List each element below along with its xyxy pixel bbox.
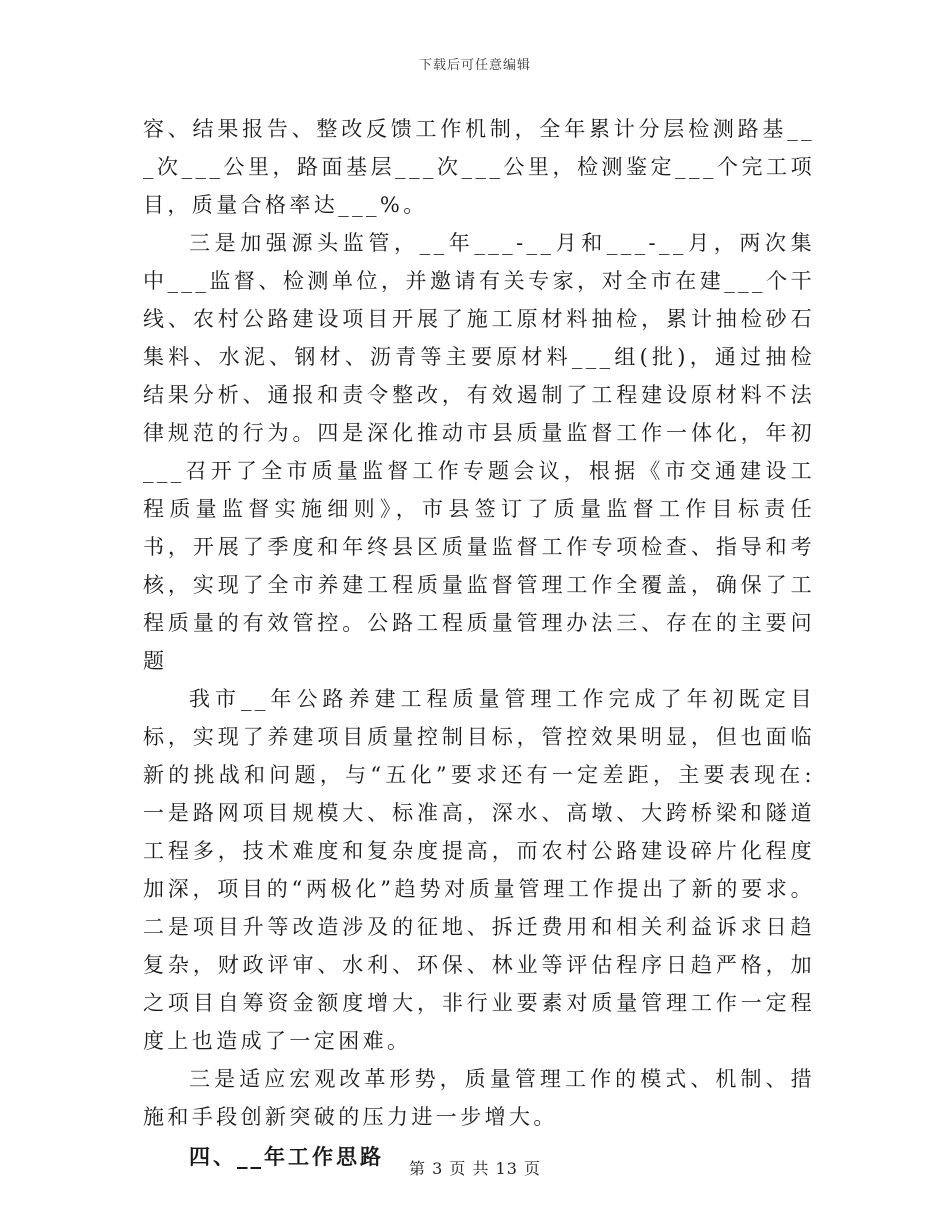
paragraph-continuation: 容、结果报告、整改反馈工作机制，全年累计分层检测路基___次___公里，路面基层___次___公里，检测鉴定___个完工项目，质量合格率达___%。 xyxy=(143,117,815,217)
section-heading: 四、__年工作思路 xyxy=(189,1145,384,1169)
document-body xyxy=(143,110,815,1176)
paragraph-reform-pressure: 三是适应宏观改革形势，质量管理工作的模式、机制、措施和手段创新突破的压力进一步增大。 xyxy=(143,1067,815,1129)
paragraph-problems: 我市__年公路养建工程质量管理工作完成了年初既定目标，实现了养建项目质量控制目标，管控效果明显，但也面临新的挑战和问题，与“五化”要求还有一定差距，主要表现在:一是路网项目规模大、标准高，深水、高墩、大跨桥梁和隧道工程多，技术难度和复杂度提高，而农村公路建设碎片化程度加深，项目的“两极化”趋势对质量管理工作提出了新的要求。二是项目升等改造涉及的征地、拆迁费用和相关利益诉求日趋复杂，财政评审、水利、环保、林业等评估程序日趋严格，加之项目自筹资金额度增大，非行业要素对质量管理工作一定程度上也造成了一定困难。 xyxy=(143,687,815,1053)
page-header: 下载后可任意编辑 xyxy=(418,58,531,73)
page-number: 第 3 页 共 13 页 xyxy=(409,1159,541,1178)
paragraph-source-supervision: 三是加强源头监管，__年___-__月和___-__月，两次集中___监督、检测单位，并邀请有关专家，对全市在建___个干线、农村公路建设项目开展了施工原材料抽检，累计抽检砂石集料、水泥、钢材、沥青等主要原材料___组(批)，通过抽检结果分析、通报和责令整改，有效遏制了工程建设原材料不法律规范的行为。四是深化推动市县质量监督工作一体化，年初___召开了全市质量监督工作专题会议，根据《市交通建设工程质量监督实施细则》，市县签订了质量监督工作目标责任书，开展了季度和年终县区质量监督工作专项检查、指导和考核，实现了全市养建工程质量监督管理工作全覆盖，确保了工程质量的有效管控。公路工程质量管理办法三、存在的主要问题 xyxy=(143,231,815,673)
